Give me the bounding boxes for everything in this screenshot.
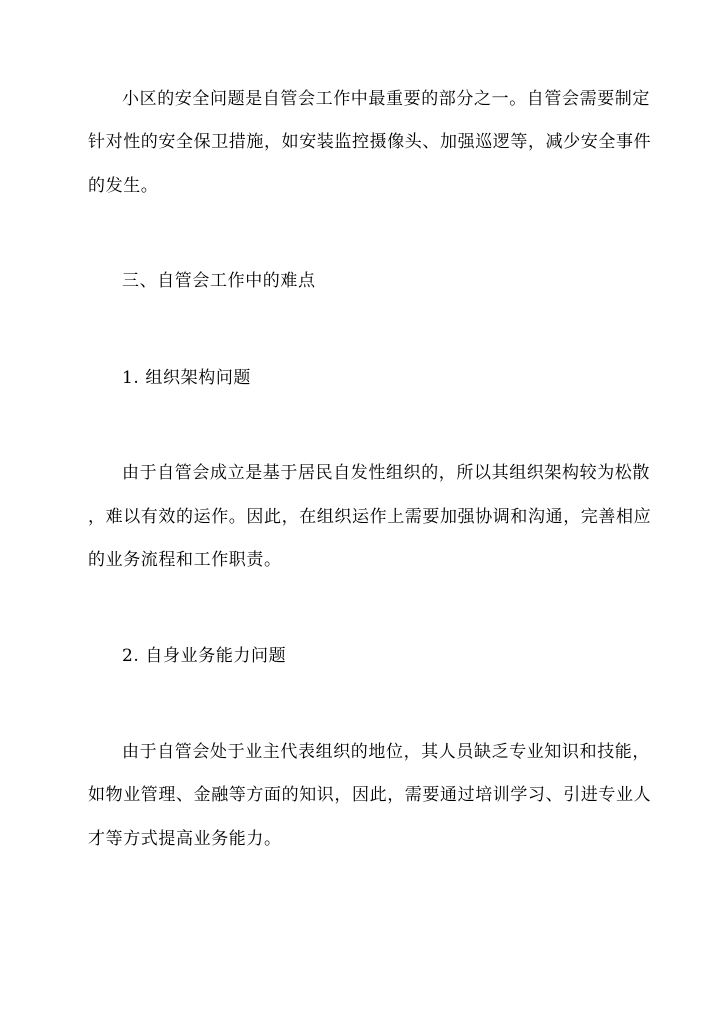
security-paragraph-line-3: 的发生。 bbox=[88, 176, 159, 196]
subsection-2-paragraph-line-3: 才等方式提高业务能力。 bbox=[88, 829, 282, 849]
section-three-heading: 三、自管会工作中的难点 bbox=[122, 271, 316, 291]
security-paragraph-line-2: 针对性的安全保卫措施，如安装监控摄像头、加强巡逻等，减少安全事件 bbox=[88, 132, 652, 152]
subsection-1-paragraph-line-2: ，难以有效的运作。因此，在组织运作上需要加强协调和沟通，完善相应 bbox=[88, 507, 652, 527]
subsection-2-paragraph-line-2: 如物业管理、金融等方面的知识，因此，需要通过培训学习、引进专业人 bbox=[88, 785, 652, 805]
subsection-2-paragraph-line-1: 由于自管会处于业主代表组织的地位，其人员缺乏专业知识和技能， bbox=[122, 742, 650, 762]
subsection-1-heading: 1. 组织架构问题 bbox=[122, 368, 252, 388]
subsection-1-paragraph-line-3: 的业务流程和工作职责。 bbox=[88, 550, 282, 570]
security-paragraph-line-1: 小区的安全问题是自管会工作中最重要的部分之一。自管会需要制定 bbox=[122, 89, 650, 109]
subsection-1-paragraph-line-1: 由于自管会成立是基于居民自发性组织的，所以其组织架构较为松散 bbox=[122, 463, 650, 483]
subsection-2-heading: 2. 自身业务能力问题 bbox=[122, 646, 287, 666]
